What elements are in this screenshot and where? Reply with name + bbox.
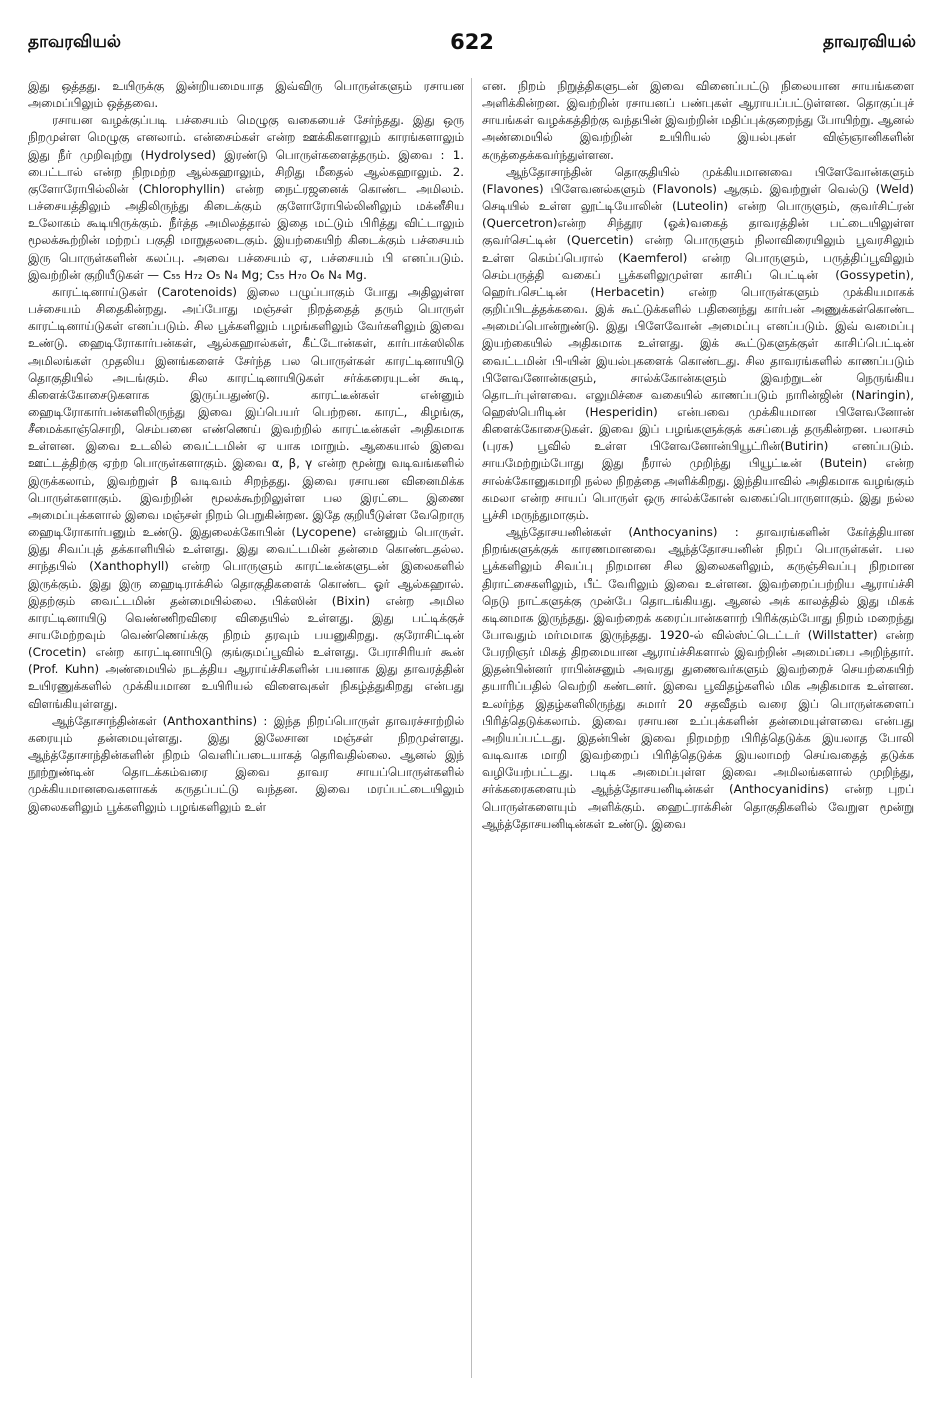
column-divider — [471, 78, 472, 1378]
paragraph: ஆந்தோசாந்தின்கள் (Anthoxanthins) : இந்த நிறப்பொருள் தாவரச்சாற்றில் கரையும் தன்மையுள்ளது. இது இலேசான மஞ்சள் நிறமுள்ளது. ஆந்த்தோசாந்தின்களின் நிறம் வெளிப்படையாகத் தெரிவதில்லை. ஆனல் இந் நூற்றுண்டின் தொடக்கம்வரை இவை தாவர சாயப்பொருள்களில் முக்கியமானவைகளாகக் கருதப்பட்டு வந்தன. இவை மரப்பட்டையிலும் இலைகளிலும் பூக்களிலும் பழங்களிலும் உள் — [28, 713, 464, 814]
page-header — [28, 30, 916, 58]
paragraph: ஆந்தோசாந்தின் தொகுதியில் முக்கியமானவை பிளேவோன்களும் (Flavones) பிளேவனல்களும் (Flavonols) ஆகும். இவற்றுள் வெல்டு (Weld) செடியில் உள்ள லூட்டியோலின் (Luteolin) என்ற பொருளும், குவர்சிட்ரன் (Quercetron)என்ற சிந்தூர (ஓக்)வகைத் தாவரத்தின் பட்டையிலுள்ள குவர்செட்டின் (Quercetin) என்ற பொருளும் நிலாவிரையிலும் பூவரசிலும் உள்ள கெம்ப்பெரால் (Kaemferol) என்ற பொருளும், பருத்திப்பூவிலும் செம்பருத்தி வகைப் பூக்களிலுமுள்ள காசிப் பெட்டின் (Gossypetin), ஹெர்பசெட்டின் (Herbacetin) என்ற பொருள்களும் முக்கியமாகக் குறிப்பிடத்தக்கவை. இக் கூட்டுக்களில் பதினைந்து கார்பன் அணுக்கள்கொண்ட அமைப்பொன்றுண்டு. இது பிளேவோன் அமைப்பு எனப்படும். இவ் வமைப்பு இயற்கையில் அதிகமாக உள்ளது. இக் கூட்டுகளுக்குள் காசிப்பெட்டின் வைட்டமின் பி-யின் இயல்புகளைக் கொண்டது. சில தாவரங்களில் காணப்படும் பிளேவனோன்களும், சால்க்கோன்களும் இவற்றுடன் நெருங்கிய தொடர்புள்ளவை. எலுமிச்சை வகையில் காணப்படும் நாரின்ஜின் (Naringin), ஹெஸ்பெரிடின் (Hesperidin) என்பவை முக்கியமான பிளேவனோன் கிளைக்கோசைடுகள். இவை இப் பழங்களுக்குக் கசப்பைத் தருகின்றன. பலாசம் (புரசு) பூவில் உள்ள பிளேவனோன்பியூட்ரின்(Butirin) எனப்படும். சாயமேற்றும்போது இது நீரால் முறிந்து பியூட்டீன் (Butein) என்ற சால்க்கோனுகமாறி நல்ல நிறத்தை அளிக்கிறது. இந்தியாவில் அதிகமாக வழங்கும் கமலா என்ற சாயப் பொருள் ஒரு சால்க்கோன் வகைப்பொருளாகும். இது நல்ல பூச்சி மருந்துமாகும். — [482, 164, 914, 522]
paragraph: ஆந்தோசயனின்கள் (Anthocyanins) : தாவரங்களின் கேர்த்தியான நிறங்களுக்குக் காரணமானவை ஆந்த்தோசயனின் நிறப் பொருள்கள். பல பூக்களிலும் சிவப்பு நிறமான சில இலைகளிலும், கருஞ்சிவப்பு நிறமான திராட்சைகளிலும், பீட் வேரிலும் இவை உள்ளன. இவற்றைப்பற்றிய ஆராய்ச்சி நெடு நாட்களுக்கு முன்பே தொடங்கியது. ஆனல் அக் காலத்தில் இது மிகக் கடினமாக இருந்தது. இவற்றைக் கரைப்பான்களாற் பிரிக்கும்போது நிறம் மறைந்து போவதும் மர்மமாக இருந்தது. 1920-ல் வில்ஸ்ட்டெட்டர் (Willstatter) என்ற பேரறிஞர் மிகத் திறமையான ஆராய்ச்சிகளால் இவற்றின் அமைப்பை அறிந்தார். இதன்பின்னர் ராபின்சனும் அவரது துணைவர்களும் இவற்றைச் செயற்கையிற் தயாரிப்பதில் வெற்றி கண்டனர். இவை பூவிதழ்களில் மிக அதிகமாக உள்ளன. உலர்ந்த இதழ்களிலிருந்து சுமார் 20 சதவீதம் வரை இப் பொருள்களைப் பிரித்தெடுக்கலாம். இவை ரசாயன உப்புக்களின் தன்மையுள்ளவை என்பது அறியப்பட்டது. இதன்பின் இவை நிறமற்ற பிரித்தெடுக்க இயலாத போலி வடிவாக மாறி இவற்றைப் பிரித்தெடுக்க இயலாமற் செய்வதைத் தடுக்க வழியேற்பட்டது. படிக அமைப்புள்ள இவை அமிலங்களால் முறிந்து, சர்க்கரைகளையும் ஆந்த்தோசயனிடின்கள் (Anthocyanidins) என்ற புறப் பொருள்களையும் அளிக்கும். ஹைட்ராக்சின் தொகுதிகளில் வேறுள மூன்று ஆந்த்தோசயனிடின்கள் உண்டு. இவை — [482, 525, 914, 831]
paragraph: ரசாயன வழக்குப்படி பச்சையம் மெழுகு வகையைச் சேர்ந்தது. இது ஒரு நிறமுள்ள மெழுகு எனலாம். என்சைம்கள் என்ற ஊக்கிகளாலும் காரங்களாலும் இது நீர் முறிவுற்று (Hydrolysed) இரண்டு பொருள்களைத்தரும். இவை : 1. பைட்டால் என்ற நிறமற்ற ஆல்கஹாலும், சிறிது மீதைல் ஆல்கஹாலும். 2. குளோரோபில்லின் (Chlorophyllin) என்ற நைட்ரஜனைக் கொண்ட அமிலம். பச்சையத்திலும் அதிலிருந்து கிடைக்கும் குளோரோபில்லினிலும் மக்னீசிய உலோகம் கூடியிருக்கும். நீர்த்த அமிலத்தால் இதை மட்டும் பிரித்து விட்டாலும் மூலக்கூற்றின் மற்றப் பகுதி மாறுதலடைகும். இயற்கையிற் கிடைக்கும் பச்சையம் இரு பொருள்களின் கலப்பு. அவை பச்சையம் ஏ, பச்சையம் பி எனப்படும். இவற்றின் குறியீடுகள் — C₅₅ H₇₂ O₅ N₄ Mg; C₅₅ H₇₀ O₆ N₄ Mg. — [28, 113, 464, 282]
left-column — [28, 78, 464, 1408]
right-column — [482, 78, 914, 1408]
running-title-left: தாவரவியல் — [28, 32, 122, 52]
paragraph: காரட்டினாய்டுகள் (Carotenoids) இலை பழுப்பாகும் போது அதிலுள்ள பச்சையம் சிதைகின்றது. அப்போது மஞ்சள் நிறத்தைத் தரும் பொருள் காரட்டினாய்டுகள் எனப்படும். சில பூக்களிலும் பழங்களிலும் வேர்களிலும் இவை உண்டு. ஹைடிரோகார்பன்கள், ஆல்கஹால்கள், கீட்டோன்கள், கார்பாக்ஸிலிக அமிலங்கள் முதலிய இனங்களைச் சேர்ந்த பல பொருள்கள் காரட்டினாயிடு தொகுதியில் அடங்கும். சில காரட்டினாயிடுகள் சர்க்கரையுடன் கூடி, கிளைக்கோசைடுகளாக இருப்பதுண்டு. காரட்டீன்கள் என்னும் ஹைடிரோகார்பன்களிலிருந்து இவை இப்பெயர் பெற்றன. காரட், கிழங்கு, சீமைக்காஞ்சொறி, செம்பனை எண்ணெய் இவற்றில் காரட்டீன்கள் அதிகமாக உள்ளன. இவை உடலில் வைட்டமின் ஏ யாக மாறும். ஆகையால் இவை ஊட்டத்திற்கு ஏற்ற பொருள்களாகும். இவை α, β, γ என்ற மூன்று வடிவங்களில் இருக்கலாம், இவற்றுள் β வடிவம் சிறந்தது. இவை ரசாயன வினைமிக்க பொருள்களாகும். இவற்றின் மூலக்கூற்றிலுள்ள பல இரட்டை இணை அமைப்புக்களால் இவை மஞ்சள் நிறம் பெறுகின்றன. இதே குறியீடுள்ள வேறொரு ஹைடிரோகார்பனும் உண்டு. இதுலைக்கோபின் (Lycopene) என்னும் பொருள். இது சிவப்புத் தக்காளியில் உள்ளது. இது வைட்டமின் தன்மை கொண்டதல்ல. சாந்தபில் (Xanthophyll) என்ற பொருளும் காரட்டீன்களுடன் இலைகளில் இருக்கும். இது இரு ஹைடிராக்சில் தொகுதிகளைக் கொண்ட ஓர் ஆல்கஹால். இதற்கும் வைட்டமின் தன்மையில்லை. பிக்ஸின் (Bixin) என்ற அமில காரட்டினாயிடு வெண்ணிறவிரை விதையில் உள்ளது. இது பட்டிக்குச் சாயமேற்றவும் வெண்ணெய்க்கு நிறம் தரவும் பயனுகிறது. குரோசிட்டின் (Crocetin) என்ற காரட்டினாயிடு குங்குமப்பூவில் உள்ளது. பேராசிரியர் கூன் (Prof. Kuhn) அண்மையில் நடத்திய ஆராய்ச்சிகளின் பயனாக இது தாவரத்தின் உயிரணுக்களில் முக்கியமான உயிரியல் விளைவுகள் நிகழ்த்துகிறது என்பது விளங்கியுள்ளது. — [28, 284, 464, 711]
page-number: 622 — [450, 30, 494, 54]
paragraph: இது ஒத்தது. உயிருக்கு இன்றியமையாத இவ்விரு பொருள்களும் ரசாயன அமைப்பிலும் ஒத்தவை. — [28, 79, 464, 111]
running-title-right: தாவரவியல் — [822, 32, 916, 52]
paragraph: என. நிறம் நிறுத்திகளுடன் இவை வினைப்பட்டு நிலையான சாயங்களை அளிக்கின்றன. இவற்றின் ரசாயனப் பண்புகள் ஆராயப்பட்டுள்ளன. தொகுப்புச் சாயங்கள் வழக்கத்திற்கு வந்தபின் இவற்றின் மதிப்புக்குறைந்து போயிற்று. ஆனல் அண்மையில் இவற்றின் உயிரியல் இயல்புகள் விஞ்ஞானிகளின் கருத்தைக்கவர்ந்துள்ளன. — [482, 79, 914, 162]
